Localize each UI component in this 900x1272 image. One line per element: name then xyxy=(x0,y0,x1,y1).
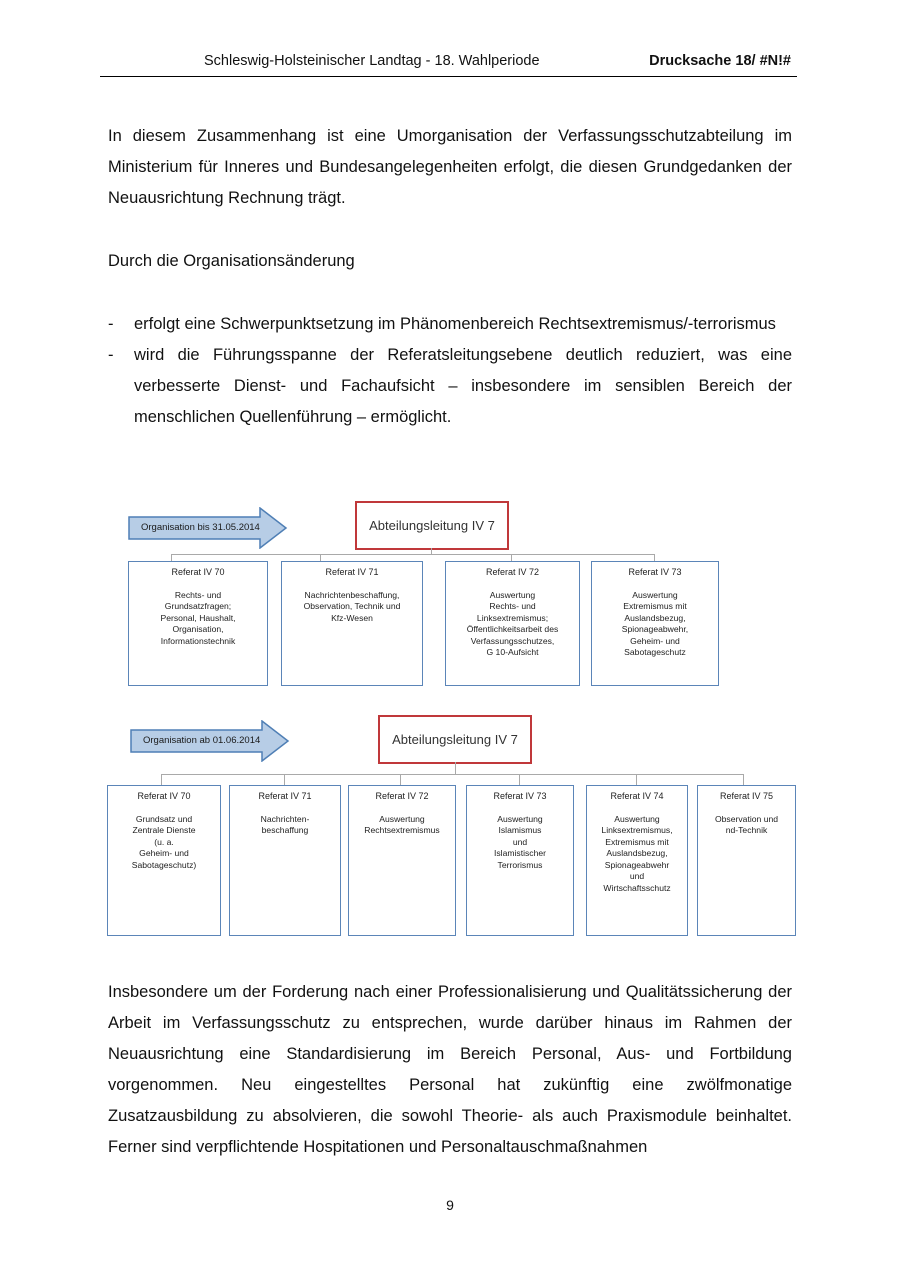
org-old-head-box xyxy=(355,501,509,550)
unit-desc: Observation und nd-Technik xyxy=(714,813,779,835)
unit-desc: Auswertung Linksextremismus, Extremismus mit Auslandsbezug, Spionageabwehr und Wirtschaftsschutz xyxy=(601,813,673,893)
connector xyxy=(400,774,401,785)
unit-title: Referat IV 71 xyxy=(258,791,312,801)
bullet-item: - erfolgt eine Schwerpunktsetzung im Phänomenbereich Rechtsextremismus/-terrorismus xyxy=(108,315,776,333)
org-new-unit-box xyxy=(348,785,456,936)
header-title: Schleswig-Holsteinischer Landtag - 18. Wahlperiode xyxy=(204,53,540,69)
unit-title: Referat IV 72 xyxy=(375,791,429,801)
unit-desc: Grundsatz und Zentrale Dienste (u. a. Geheim- und Sabotageschutz) xyxy=(131,813,197,870)
paragraph-3: Insbesondere um der Forderung nach einer Professionalisierung und Qualitätssicherung der Arbeit im Verfassungsschutz zu entsprechen, wurde darüber hinaus im Rahmen der Neuausrichtung eine Standardisierung im Bereich Personal, Aus- und Fortbildung vorgenommen. Neu eingestelltes Personal hat zukünftig eine zwölfmonatige Zusatzausbildung zu absolvieren, die sowohl Theorie- als auch Praxismodule beinhaltet. Ferner sind verpflichtende Hospitationen und Personaltauschmaßnahmen xyxy=(108,983,792,1156)
org-old-arrow-label: Organisation bis 31.05.2014 xyxy=(141,522,260,533)
connector xyxy=(511,554,512,561)
connector xyxy=(161,774,743,775)
unit-title: Referat IV 70 xyxy=(171,567,225,577)
org-new-unit-box xyxy=(466,785,574,936)
connector xyxy=(161,774,162,785)
org-old-unit-box xyxy=(445,561,580,686)
org-new-unit-box xyxy=(107,785,221,936)
org-old-unit-box xyxy=(128,561,268,686)
org-new-head-box xyxy=(378,715,532,764)
paragraph-2: Durch die Organisationsänderung xyxy=(108,252,355,270)
unit-title: Referat IV 70 xyxy=(137,791,191,801)
connector xyxy=(320,554,321,561)
connector xyxy=(519,774,520,785)
connector xyxy=(654,554,655,561)
unit-title: Referat IV 73 xyxy=(493,791,547,801)
bullet-item: - wird die Führungsspanne der Referatsleitungsebene deutlich reduziert, was eine verbesserte Dienst- und Fachaufsicht – insbesondere im sensiblen Bereich der menschlichen Quellenführung – ermöglicht. xyxy=(108,346,792,426)
unit-title: Referat IV 74 xyxy=(610,791,664,801)
unit-desc: Rechts- und Grundsatzfragen; Personal, Haushalt, Organisation, Informationstechnik xyxy=(160,589,236,646)
connector xyxy=(743,774,744,785)
unit-desc: Auswertung Rechtsextremismus xyxy=(364,813,440,835)
unit-desc: Auswertung Extremismus mit Auslandsbezug, Spionageabwehr, Geheim- und Sabotageschutz xyxy=(621,589,689,657)
org-new-unit-box xyxy=(229,785,341,936)
org-new-arrow-label: Organisation ab 01.06.2014 xyxy=(143,735,261,746)
bullet-list xyxy=(108,309,792,433)
unit-title: Referat IV 73 xyxy=(628,567,682,577)
unit-desc: Auswertung Rechts- und Linksextremismus; Öffentlichkeitsarbeit des Verfassungsschutzes, G 10-Aufsicht xyxy=(466,589,559,657)
org-old-head-label: Abteilungsleitung IV 7 xyxy=(369,518,495,533)
org-old-unit-box xyxy=(281,561,423,686)
bullet-text: erfolgt eine Schwerpunktsetzung im Phänomenbereich Rechtsextremismus/-terrorismus xyxy=(134,315,776,333)
unit-desc: Nachrichten- beschaffung xyxy=(260,813,310,835)
paragraph-1: In diesem Zusammenhang ist eine Umorganisation der Verfassungsschutzabteilung im Ministerium für Inneres und Bundesangelegenheiten erfolgt, die diesen Grundgedanken der Neuausrichtung Rechnung trägt. xyxy=(108,127,792,207)
org-new-unit-box xyxy=(697,785,796,936)
connector xyxy=(284,774,285,785)
page-number: 9 xyxy=(446,1197,454,1213)
connector xyxy=(636,774,637,785)
header-doc-ref: Drucksache 18/ #N!# xyxy=(649,53,791,69)
unit-title: Referat IV 75 xyxy=(719,791,774,801)
connector xyxy=(171,554,172,561)
org-new-unit-box xyxy=(586,785,688,936)
connector xyxy=(171,554,655,555)
unit-title: Referat IV 71 xyxy=(325,567,379,577)
unit-desc: Auswertung Islamismus und Islamistischer Terrorismus xyxy=(493,813,547,870)
org-old-unit-box xyxy=(591,561,719,686)
org-new-head-label: Abteilungsleitung IV 7 xyxy=(392,732,518,747)
unit-title: Referat IV 72 xyxy=(485,567,540,577)
page-header xyxy=(100,50,797,77)
unit-desc: Nachrichtenbeschaffung, Observation, Technik und Kfz-Wesen xyxy=(303,589,401,623)
bullet-text: wird die Führungsspanne der Referatsleitungsebene deutlich reduziert, was eine verbesserte Dienst- und Fachaufsicht – insbesondere im sensiblen Bereich der menschlichen Quellenführung – ermöglicht. xyxy=(134,346,792,426)
